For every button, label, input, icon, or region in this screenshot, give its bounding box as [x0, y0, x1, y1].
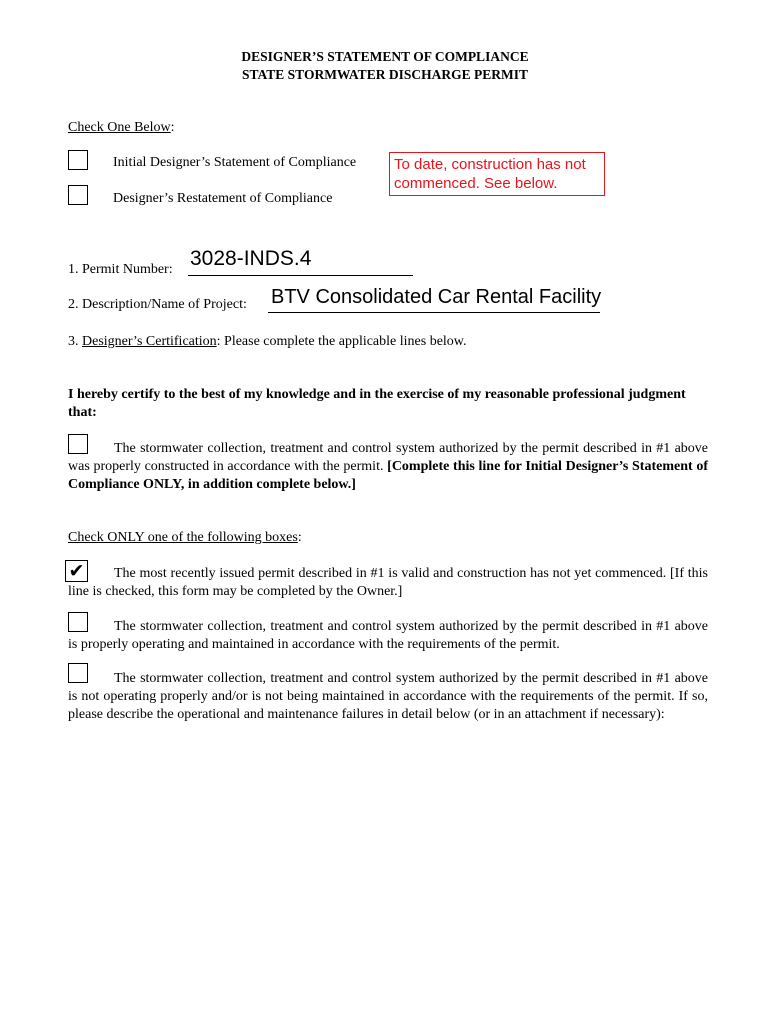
project-name-value: BTV Consolidated Car Rental Facility [271, 286, 602, 308]
not-operating-text: The stormwater collection, treatment and control system authorized by the permit described in #1 above is not operating properly and/or is not being maintained in accordance with the requirements of the permit. If so, please describe the operational and maintenance failures in detail below (or in an attachment if necessary): [68, 671, 708, 722]
certification-line [68, 333, 467, 351]
check-only-heading [68, 529, 302, 547]
title-line-1: DESIGNER’S STATEMENT OF COMPLIANCE [241, 49, 529, 64]
initial-statement-checkbox[interactable] [68, 150, 88, 170]
title-line-2: STATE STORMWATER DISCHARGE PERMIT [242, 67, 528, 82]
certify-statement: I hereby certify to the best of my knowledge and in the exercise of my reasonable professional judgment that: [68, 387, 686, 420]
initial-construction-text [68, 440, 708, 494]
initial-construction-statement: The stormwater collection, treatment and control system authorized by the permit described in #1 above was properly constructed in accordance with the permit. [68, 441, 708, 474]
project-label: 2. Description/Name of Project: [68, 297, 247, 312]
checkmark-icon: ✔ [68, 560, 85, 582]
properly-operating-text: The stormwater collection, treatment and control system authorized by the permit described in #1 above is properly operating and maintained in accordance with the requirements of the permit. [68, 619, 708, 652]
permit-number-label: 1. Permit Number: [68, 262, 173, 277]
check-one-heading [68, 119, 175, 137]
form-title [0, 48, 770, 84]
initial-statement-label: Initial Designer’s Statement of Compliance [113, 155, 357, 170]
restatement-checkbox[interactable] [68, 185, 88, 205]
restatement-label: Designer’s Restatement of Compliance [113, 191, 333, 206]
check-one-label: Check One Below [68, 120, 171, 135]
certification-heading: Designer’s Certification [82, 334, 217, 349]
not-commenced-text: The most recently issued permit described in #1 is valid and construction has not yet commenced. [If this line is checked, this form may be completed by the Owner.] [68, 566, 708, 599]
initial-construction-instruction: [Complete this line for Initial Designer’s Statement of Compliance ONLY, in addition complete below.] [68, 459, 708, 492]
permit-number-value: 3028-INDS.4 [190, 247, 312, 270]
check-one-colon: : [170, 120, 175, 135]
certification-prefix: 3. [68, 334, 82, 349]
certification-instruction: : Please complete the applicable lines below. [216, 334, 467, 349]
check-only-colon: : [297, 530, 302, 545]
construction-note-box: To date, construction has not commenced. See below. [389, 152, 605, 196]
check-only-label: Check ONLY one of the following boxes [68, 530, 298, 545]
